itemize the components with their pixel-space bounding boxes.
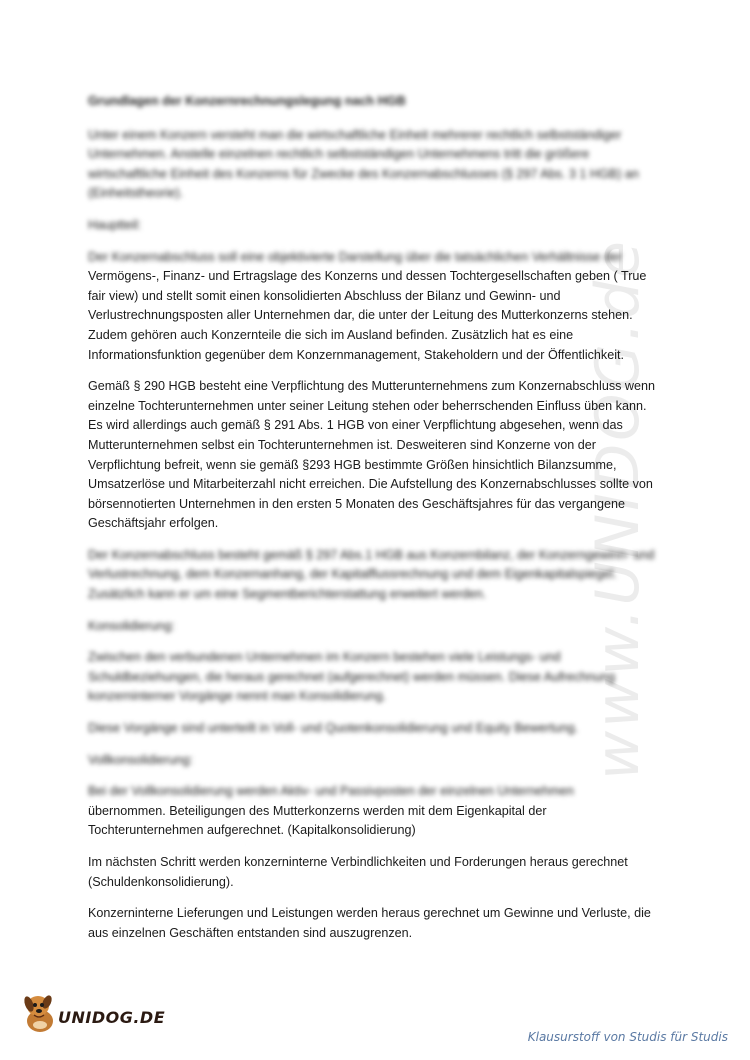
footer-tagline: Klausurstoff von Studis für Studis [527,1030,728,1044]
paragraph-components [88,546,668,605]
paragraph-line: aus einzelnen Geschäften entstanden sind auszugrenzen. [88,925,413,940]
paragraph-line: Vermögens-, Finanz- und Ertragslage des Konzerns und dessen Tochtergesellschaften geben ( True [88,269,647,284]
paragraph-line: Verlustrechnungsposten aller Unternehmen dar, die unter der Leitung des Mutterkonzerns stehen. [88,308,633,323]
paragraph-line: Es wird allerdings auch gemäß § 291 Abs. 1 HGB von einer Verpflichtung abgesehen, wenn das [88,418,623,433]
paragraph-line: übernommen. Beteiligungen des Mutterkonzerns werden mit dem Eigenkapital der [88,803,547,818]
document-body [88,92,668,955]
paragraph-vollkonsolidierung [88,782,668,841]
logo-text: UNIDOG.DE [58,1008,166,1027]
unidog-logo [20,988,170,1038]
paragraph-line: Informationsfunktion gegenüber dem Konzernmanagement, Stakeholdern und der Öffentlichkeit. [88,347,625,362]
paragraph-line: konzerninterner Vorgänge nennt man Konsolidierung. [88,689,387,704]
intro-line: Unter einem Konzern versteht man die wirtschaftliche Einheit mehrerer rechtlich selbstständiger [88,127,622,142]
paragraph-line: (Schuldenkonsolidierung). [88,874,234,889]
paragraph-lieferungen [88,904,668,943]
paragraph-line: Zusätzlich kann er um eine Segmentberichterstattung erweitert werden. [88,587,487,602]
section-heading-vollkonsolidierung: Vollkonsolidierung: [88,752,194,767]
paragraph-line: Der Konzernabschluss soll eine objektivierte Darstellung über die tatsächlichen Verhältnisse der [88,249,623,264]
intro-line: wirtschaftliche Einheit des Konzerns für Zwecke des Konzernabschlusses (§ 297 Abs. 3 1 HGB) an [88,166,639,181]
paragraph-types: Diese Vorgänge sind unterteilt in Voll- und Quotenkonsolidierung und Equity Bewertung. [88,721,579,736]
paragraph-line: Verpflichtung befreit, wenn sie gemäß §293 HGB bestimmte Größen hinsichtlich Bilanzsumme, [88,457,617,472]
paragraph-line: Zwischen den verbundenen Unternehmen im Konzern bestehen viele Leistungs- und [88,650,561,665]
intro-line: (Einheitstheorie). [88,186,184,201]
paragraph-line: einzelne Tochterunternehmen unter seiner Leitung stehen oder beherrschenden Einfluss üben kann. [88,398,647,413]
paragraph-line: Zudem gehören auch Konzernteile die sich im Ausland befinden. Zusätzlich hat es eine [88,327,574,342]
section-heading-hauptteil: Hauptteil: [88,217,142,232]
paragraph-konsolidierung [88,648,668,707]
document-title: Grundlagen der Konzernrechnungslegung nach HGB [88,94,406,108]
intro-paragraph [88,126,668,204]
paragraph-overview [88,248,668,366]
paragraph-line: börsennotierten Unternehmen in den ersten 5 Monaten des Geschäftsjahres für das vergangene [88,496,625,511]
intro-line: Unternehmen. Anstelle einzelnen rechtlich selbstständigen Unternehmens tritt die größere [88,147,590,162]
watermark: www.UNIDOG.de [583,238,653,780]
paragraph-line: Verlustrechnung, dem Konzernanhang, der Kapitalflussrechnung und dem Eigenkapitalspiegel. [88,567,617,582]
paragraph-line: Schuldbeziehungen, die heraus gerechnet (aufgerechnet) werden müssen. Diese Aufrechnung [88,669,616,684]
paragraph-line: Der Konzernabschluss besteht gemäß § 297 Abs.1 HGB aus Konzernbilanz, der Konzerngewinn- und [88,547,655,562]
paragraph-line: Konzerninterne Lieferungen und Leistungen werden heraus gerechnet um Gewinne und Verluste, die [88,906,651,921]
paragraph-line: Bei der Vollkonsolidierung werden Aktiv- und Passivposten der einzelnen Unternehmen [88,784,574,799]
paragraph-line: Gemäß § 290 HGB besteht eine Verpflichtung des Mutterunternehmens zum Konzernabschluss wenn [88,379,656,394]
paragraph-line: Geschäftsjahr erfolgen. [88,516,219,531]
paragraph-line: Umsatzerlöse und Mitarbeiterzahl nicht erreichen. Die Aufstellung des Konzernabschlusses sollte von [88,477,653,492]
paragraph-line: fair view) und stellt somit einen konsolidierten Abschluss der Bilanz und Gewinn- und [88,288,561,303]
paragraph-line: Tochterunternehmen aufgerechnet. (Kapitalkonsolidierung) [88,823,416,838]
section-heading-konsolidierung: Konsolidierung: [88,618,175,633]
paragraph-obligation [88,377,668,534]
paragraph-schulden [88,853,668,892]
paragraph-line: Mutterunternehmen selbst ein Tochterunternehmen ist. Desweiteren sind Konzerne von der [88,437,596,452]
paragraph-line: Im nächsten Schritt werden konzerninterne Verbindlichkeiten und Forderungen heraus gerechnet [88,855,628,869]
